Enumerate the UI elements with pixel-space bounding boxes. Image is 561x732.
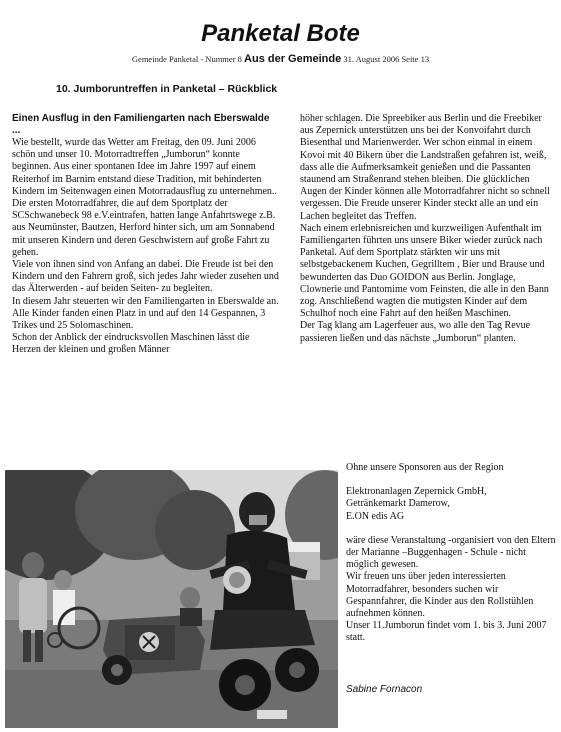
issue-info-line (0, 53, 561, 65)
paragraph: Unser 11.Jumborun findet vom 1. bis 3. Juni 2007 statt. (346, 620, 547, 644)
article-column-right (300, 113, 552, 345)
issue-date-page: 31. August 2006 Seite 13 (343, 54, 430, 64)
masthead-title: Panketal Bote (201, 20, 360, 47)
paragraph: Schon der Anblick der eindrucksvollen Maschinen lässt die Herzen der kleinen und großen Männer (12, 332, 250, 356)
motorcycle-sidecar-photo (5, 470, 338, 728)
paragraph: wäre diese Veranstaltung -organisiert von den Eltern der Marianne –Buggenhagen - Schule - nicht möglich gewesen. (346, 534, 556, 571)
sponsors-intro: Ohne unsere Sponsoren aus der Region (346, 462, 504, 473)
paragraph: Viele von ihnen sind von Anfang an dabei. Die Freude ist bei den Kindern und den Fahrern groß, sich jedes Jahr wieder zusehen und das Älterwerden - auf beiden Seiten- zu begleiten. (12, 259, 279, 295)
spacer (346, 523, 556, 535)
sponsor-item: Getränkemarkt Damerow, (346, 498, 450, 510)
sponsor-item: Elektronanlagen Zepernick GmbH, (346, 486, 487, 498)
paragraph: Wir freuen uns über jeden interessierten Motorradfahrer, besonders suchen wir Gespannfahrer, die Kinder aus den Rollstühlen aufnehmen können. (346, 571, 534, 620)
paragraph: In diesem Jahr steuerten wir den Familiengarten in Eberswalde an. Alle Kinder fanden einen Platz in und auf den 14 Gespannen, 3 Trikes und 25 Solomaschinen. (12, 295, 279, 332)
article-headline: 10. Jumboruntreffen in Panketal – Rückblick (56, 83, 278, 95)
paragraph: Der Tag klang am Lagerfeuer aus, wo alle den Tag Revue passieren ließen und das nächste „Jumborun“ planten. (300, 320, 531, 344)
sponsors-block (346, 462, 556, 645)
issue-number: Gemeinde Panketal - Nummer 8 (131, 54, 242, 64)
paragraph: Die ersten Motorradfahrer, die auf dem Sportplatz der SCSchwanebeck 98 e.V.eintrafen, hatten lange Anfahrtswege z.B. aus Neumünster, Bautzen, Herford hinter sich, um am Sonnabend mit unseren Kindern und deren Geschwistern auf große Fahrt zu gehen. (12, 198, 276, 258)
article-column-left (12, 113, 280, 357)
author-signature: Sabine Fornacon (346, 684, 423, 695)
sponsor-item: E.ON edis AG (346, 510, 405, 522)
paragraph: Nach einem erlebnisreichen und kurzweiligen Aufenthalt im Familiengarten führten uns unsere Biker wieder zurück nach Panketal. Auf dem Sportplatz stärkten wir uns mit selbstgebackenem Kuchen, Gegrilltem , Bier und Brause und bewunderten das Duo GOIDON aus Berlin. Jonglage, Clownerie und Pantomime vom Feinsten, die alle in den Bann zog. Anschließend wagten die mutigsten Kinder auf dem Schulhof noch eine Fahrt auf den heißen Maschinen. (300, 222, 549, 320)
spacer (346, 474, 556, 486)
article-lead-title: Einen Ausflug in den Familiengarten nach Eberswalde ... (12, 113, 270, 136)
paragraph: höher schlagen. Die Spreebiker aus Berlin und die Freebiker aus Zepernick unterstützen uns bei der Konvoifahrt durch Biesenthal und Marienwerder. Wer schon einmal in einem Kovoi mit 40 Bikern über die Landstraßen gefahren ist, weiß, dass alle die Aufmerksamkeit genießen und die Passanten staunend am Straßenrand stehen bleiben. Die glücklichen Augen der Kinder können alle Motorradfahrer nicht so schnell vergessen. Die Freude unserer Kinder steckt alle an und ein Lachen begleitet das Treffen. (300, 113, 550, 222)
section-name: Aus der Gemeinde (244, 53, 342, 65)
paragraph: Wie bestellt, wurde das Wetter am Freitag, den 09. Juni 2006 schön und unser 10. Motorradtreffen „Jumborun“ konnte beginnen. Aus einer spontanen Idee im Jahre 1997 auf einem Reiterhof im Barnim entstand diese Tradition, mit behinderten Kindern im Seitenwagen einen Motorradausflug zu unternehmen.. (12, 137, 277, 197)
